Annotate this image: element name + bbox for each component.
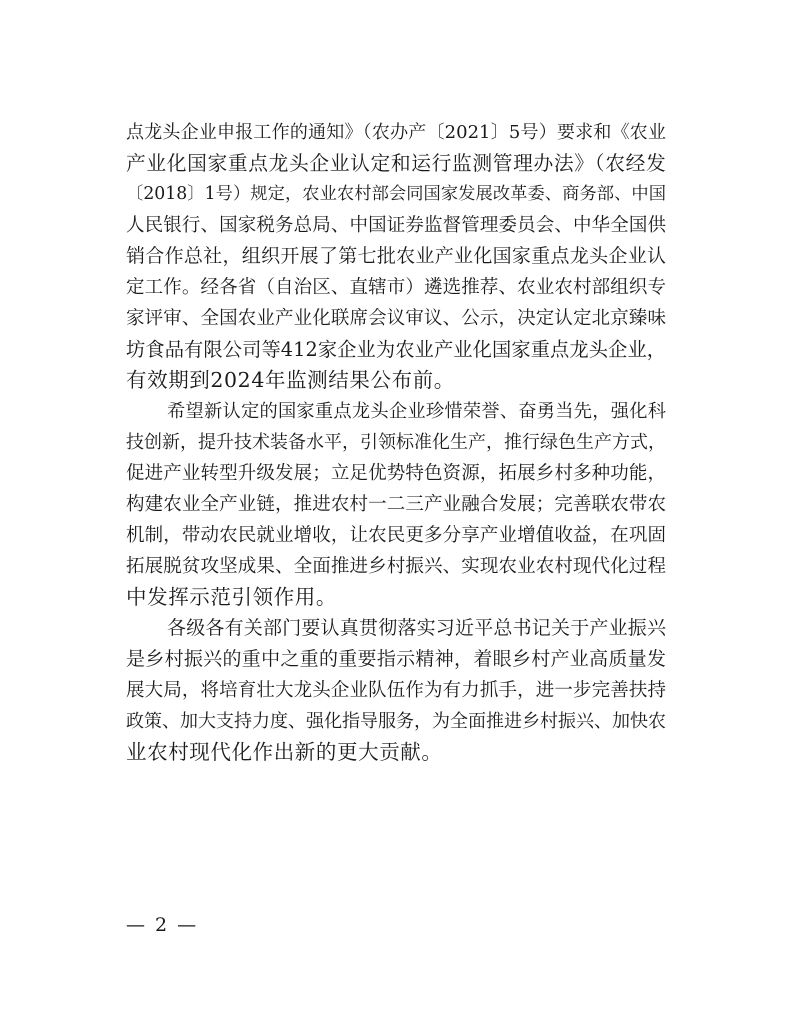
document-body — [126, 117, 666, 768]
text-line: 点龙头企业申报工作的通知》（农办产〔2021〕5号）要求和《农业 — [126, 122, 666, 143]
text-line: 家评审、全国农业产业化联席会议审议、公示，决定认定北京臻味 — [126, 308, 666, 329]
text-line: 销合作总社，组织开展了第七批农业产业化国家重点龙头企业认 — [126, 245, 666, 267]
text-line: 业农村现代化作出新的更大贡献。 — [126, 740, 443, 764]
text-line: 希望新认定的国家重点龙头企业珍惜荣誉、奋勇当先，强化科 — [167, 401, 666, 422]
text-line: 各级各有关部门要认真贯彻落实习近平总书记关于产业振兴 — [167, 617, 666, 639]
text-line: 促进产业转型升级发展；立足优势特色资源，拓展乡村多种功能， — [126, 463, 666, 484]
text-line: 定工作。经各省（自治区、直辖市）遴选推荐、农业农村部组织专 — [126, 277, 666, 298]
text-line: 中发挥示范引领作用。 — [126, 585, 337, 609]
text-line: 是乡村振兴的重中之重的重要指示精神，着眼乡村产业高质量发 — [126, 648, 666, 670]
text-line: 〔2018〕1号）规定，农业农村部会同国家发展改革委、商务部、中国 — [126, 184, 666, 204]
text-line: 技创新，提升技术装备水平，引领标准化生产，推行绿色生产方式， — [126, 432, 666, 453]
paragraph-3 — [126, 613, 666, 768]
text-line: 有效期到2024年监测结果公布前。 — [126, 368, 455, 392]
paragraph-1 — [126, 117, 666, 396]
text-line: 坊食品有限公司等412家企业为农业产业化国家重点龙头企业， — [126, 338, 667, 361]
page-number: — 2 — — [126, 914, 199, 936]
text-line: 机制，带动农民就业增收，让农民更多分享产业增值收益，在巩固 — [126, 525, 666, 546]
text-line: 人民银行、国家税务总局、中国证券监督管理委员会、中华全国供 — [126, 215, 666, 236]
text-line: 政策、加大支持力度、强化指导服务，为全面推进乡村振兴、加快农 — [126, 711, 666, 732]
text-line: 产业化国家重点龙头企业认定和运行监测管理办法》（农经发 — [126, 152, 666, 175]
text-line: 构建农业全产业链，推进农村一二三产业融合发展；完善联农带农 — [126, 494, 666, 515]
paragraph-2 — [126, 396, 666, 613]
text-line: 拓展脱贫攻坚成果、全面推进乡村振兴、实现农业农村现代化过程 — [126, 556, 666, 577]
text-line: 展大局，将培育壮大龙头企业队伍作为有力抓手，进一步完善扶持 — [126, 680, 666, 701]
